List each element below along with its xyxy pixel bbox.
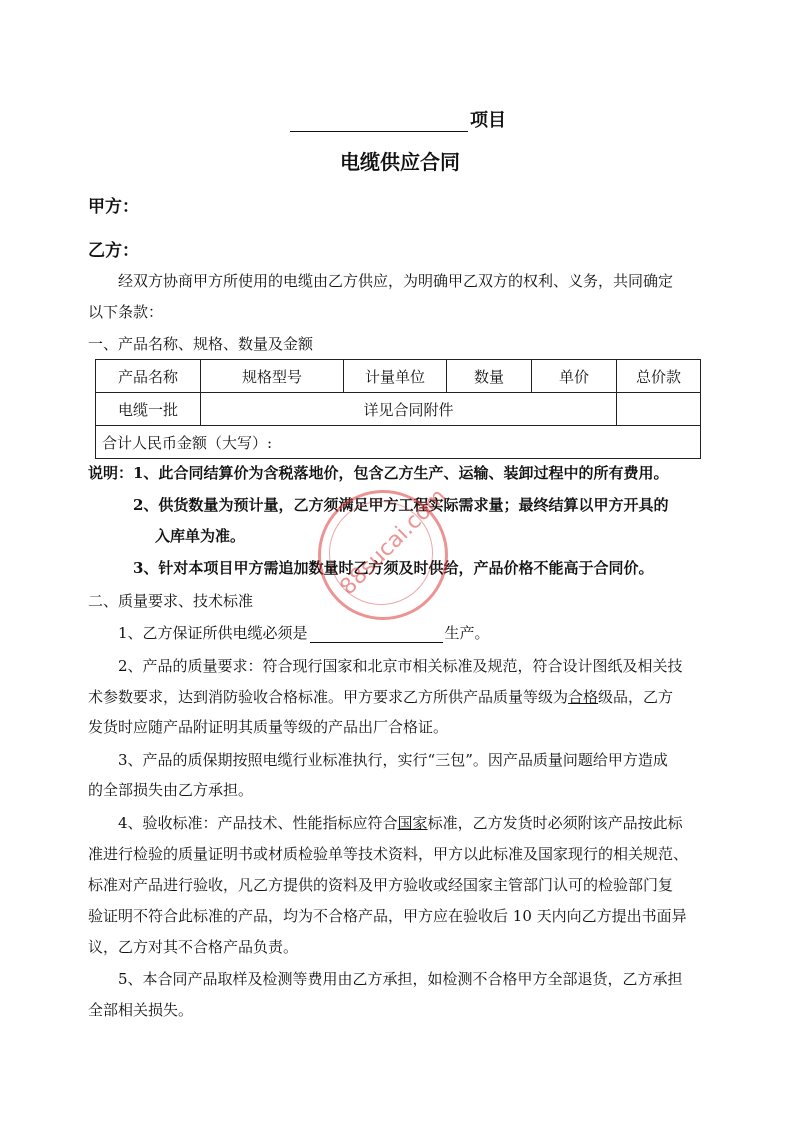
note-3: 3、针对本项目甲方需追加数量时乙方须及时供给，产品价格不能高于合同价。	[133, 559, 654, 577]
header-product-name: 产品名称	[96, 360, 201, 393]
header-total-price: 总价款	[617, 360, 701, 393]
quality-item-3-line-1: 3、产品的质保期按照电缆行业标准执行，实行“三包”。因产品质量问题给甲方造成	[118, 751, 668, 769]
cell-product-name: 电缆一批	[96, 393, 201, 426]
product-table	[95, 359, 701, 459]
quality-item-5-line-1: 5、本合同产品取样及检测等费用由乙方承担，如检测不合格甲方全部退货，乙方承担	[118, 970, 683, 988]
quality-item-4-line-3: 标准对产品进行验收，凡乙方提供的资料及甲方验收或经国家主管部门认可的检验部门复	[88, 876, 674, 894]
section-1-heading: 一、产品名称、规格、数量及金额	[88, 335, 314, 353]
table-total-row	[96, 426, 701, 459]
quality-item-1-post: 生产。	[444, 624, 490, 642]
party-b-label: 乙方：	[88, 241, 139, 261]
quality-item-1	[118, 622, 748, 643]
manufacturer-blank	[310, 626, 443, 643]
quality-item-4-line-4: 验证明不符合此标准的产品，均为不合格产品，甲方应在验收后 10 天内向乙方提出书面异	[88, 907, 687, 925]
quality-item-4-pre: 4、验收标准：产品技术、性能指标应符合	[118, 814, 398, 832]
cell-detail: 详见合同附件	[201, 393, 617, 426]
section-2-heading: 二、质量要求、技术标准	[88, 592, 254, 610]
project-title	[290, 106, 506, 132]
quality-item-2-line-3: 发货时应随产品附证明其质量等级的产品出厂合格证。	[88, 718, 449, 736]
quality-item-2-line-1: 2、产品的质量要求：符合现行国家和北京市相关标准及规范，符合设计图纸及相关技	[118, 657, 683, 675]
standard-level: 国家	[397, 814, 428, 832]
watermark-text: 88sucai.com	[335, 484, 452, 601]
quality-item-4-line-5: 议，乙方对其不合格产品负责。	[88, 938, 299, 956]
header-unit: 计量单位	[344, 360, 447, 393]
intro-line-2: 以下条款：	[88, 303, 164, 321]
quality-item-5-line-2: 全部相关损失。	[88, 1001, 194, 1019]
quality-item-2-pre: 术参数要求，达到消防验收合格标准。甲方要求乙方所供产品质量等级为	[88, 688, 569, 706]
table-row	[96, 393, 701, 426]
quality-item-4-post: 标准，乙方发货时必须附该产品按此标	[427, 814, 683, 832]
header-quantity: 数量	[447, 360, 532, 393]
quality-item-1-pre: 1、乙方保证所供电缆必须是	[118, 624, 308, 642]
intro-line-1: 经双方协商甲方所使用的电缆由乙方供应，为明确甲乙双方的权利、义务，共同确定	[118, 272, 674, 290]
quality-item-4-line-2: 准进行检验的质量证明书或材质检验单等技术资料，甲方以此标准及国家现行的相关规范、	[88, 845, 689, 863]
quality-item-3-line-2: 的全部损失由乙方承担。	[88, 781, 254, 799]
table-header-row	[96, 360, 701, 393]
header-unit-price: 单价	[532, 360, 617, 393]
quality-item-2-line-2	[88, 686, 718, 707]
note-2-line-1: 2、供货数量为预计量，乙方须满足甲方工程实际需求量；最终结算以甲方开具的	[133, 496, 669, 514]
note-1: 说明：1、此合同结算价为含税落地价，包含乙方生产、运输、装卸过程中的所有费用。	[88, 464, 669, 482]
note-2-line-2: 入库单为准。	[155, 527, 246, 545]
quality-item-2-post: 级品，乙方	[598, 688, 674, 706]
contract-title: 电缆供应合同	[340, 150, 460, 174]
header-spec: 规格型号	[201, 360, 344, 393]
quality-grade: 合格	[568, 688, 599, 706]
watermark-stamp	[318, 484, 452, 620]
quality-item-4-line-1	[118, 812, 748, 833]
party-a-label: 甲方：	[88, 197, 139, 217]
cell-total-amount: 合计人民币金额（大写）:	[96, 426, 701, 459]
project-suffix: 项目	[470, 110, 506, 131]
project-name-blank	[290, 111, 468, 132]
cell-total	[617, 393, 701, 426]
